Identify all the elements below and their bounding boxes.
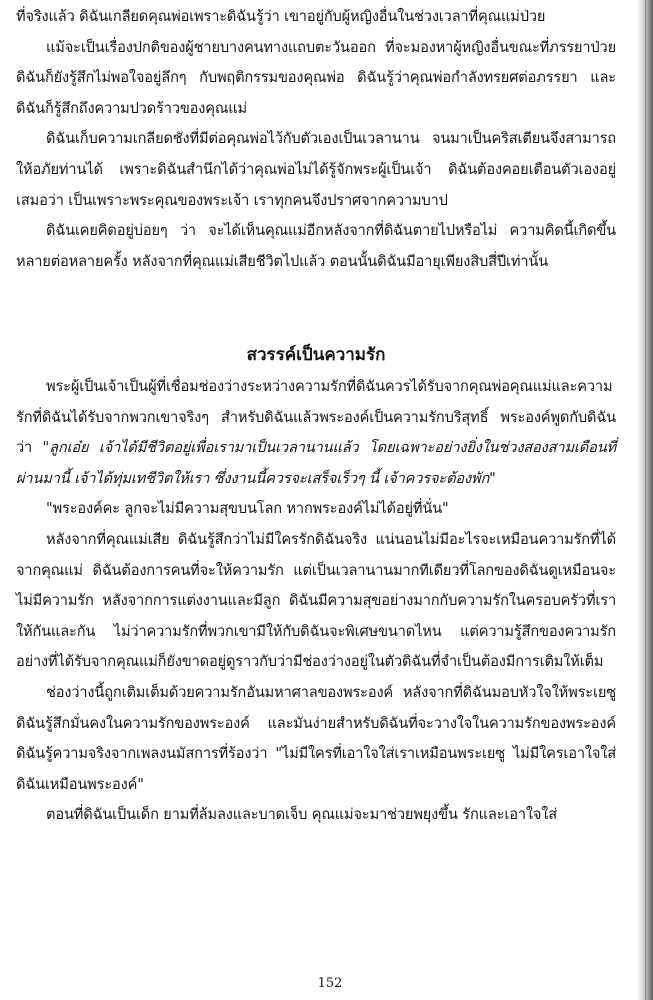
body-text-bottom (16, 372, 616, 831)
page-number: 152 (317, 976, 343, 991)
body-text-top (16, 2, 616, 277)
paragraph: ช่องว่างนี้ถูกเติมเต็มด้วยความรักอันมหาศาลของพระองค์ หลังจากที่ดิฉันมอบหัวใจให้พระเยซู ดิฉันรู้สึกมั่นคงในความรักของพระองค์ และมันง่ายสำหรับดิฉันที่จะวางใจในความรักของพระองค์ ดิฉันรู้ความจริงจากเพลงนมัสการที่ร้องว่า "ไม่มีใครที่เอาใจใส่เราเหมือนพระเยซู ไม่มีใครเอาใจใส่ดิฉันเหมือนพระองค์" (16, 683, 616, 793)
paragraph: "พระองค์คะ ลูกจะไม่มีความสุขบนโลก หากพระองค์ไม่ได้อยู่ที่นั่น" (46, 500, 449, 518)
section-heading: สวรรค์เป็นความรัก (246, 345, 386, 365)
paragraph: ตอนที่ดิฉันเป็นเด็ก ยามที่ล้มลงและบาดเจ็บ คุณแม่จะมาช่วยพยุงขึ้น รักและเอาใจใส่ (46, 806, 558, 824)
page-edge-line (645, 0, 646, 1000)
paragraph: ดิฉันเคยคิดอยู่บ่อยๆ ว่า จะได้เห็นคุณแม่อีกหลังจากที่ดิฉันตายไปหรือไม่ ความคิดนี้เกิดขึ้นหลายต่อหลายครั้ง หลังจากที่คุณแม่เสียชีวิตไปแล้ว ตอนนั้นดิฉันมีอายุเพียงสิบสี่ปีเท่านั้น (16, 222, 616, 270)
paragraph-text: พระผู้เป็นเจ้าเป็นผู้ที่เชื่อมช่องว่างระหว่างความรักที่ดิฉันควรได้รับจากคุณพ่อคุณแม่และความรักที่ดิฉันได้รับจากพวกเขาจริงๆ สำหรับดิฉันแล้วพระองค์เป็นความรักบริสุทธิ์ พระองค์พูดกับดิฉันว่า (16, 378, 616, 457)
paragraph: แม้จะเป็นเรื่องปกติของผู้ชายบางคนทางแถบตะวันออก ที่จะมองหาผู้หญิงอื่นขณะที่ภรรยาป่วย ดิฉันก็ยังรู้สึกไม่พอใจอยู่ลึกๆ กับพฤติกรรมของคุณพ่อ ดิฉันรู้ว่าคุณพ่อกำลังทรยศต่อภรรยา และดิฉันก็รู้สึกถึงความปวดร้าวของคุณแม่ (16, 38, 616, 117)
paragraph (16, 372, 616, 494)
paragraph: ที่จริงแล้ว ดิฉันเกลียดคุณพ่อเพราะดิฉันรู้ว่า เขาอยู่กับผู้หญิงอื่นในช่วงเวลาที่คุณแม่ป่วย (16, 8, 546, 25)
quoted-speech: "ลูกเอ๋ย เจ้าได้มีชีวิตอยู่เพื่อเรามาเป็นเวลานานแล้ว โดยเฉพาะอย่างยิ่งในช่วงสองสามเดือนที่ผ่านมานี้ เจ้าได้ทุ่มเทชีวิตให้เรา ซึ่งงานนี้ควรจะเสร็จเร็วๆ นี้ เจ้าควรจะต้องพัก" (16, 439, 616, 487)
paragraph: ดิฉันเก็บความเกลียดชังที่มีต่อคุณพ่อไว้กับตัวเองเป็นเวลานาน จนมาเป็นคริสเตียนจึงสามารถให้อภัยท่านได้ เพราะดิฉันสำนึกได้ว่าคุณพ่อไม่ได้รู้จักพระผู้เป็นเจ้า ดิฉันต้องคอยเตือนตัวเองอยู่เสมอว่า เป็นเพราะพระคุณของพระเจ้า เราทุกคนจึงปราศจากความบาป (16, 130, 616, 209)
paragraph: หลังจากที่คุณแม่เสีย ดิฉันรู้สึกว่าไม่มีใครรักดิฉันจริง แน่นอนไม่มีอะไรจะเหมือนความรักที่ได้จากคุณแม่ ดิฉันต้องการคนที่จะให้ความรัก แต่เป็นเวลานานมากทีเดียวที่โลกของดิฉันดูเหมือนจะไม่มีความรัก หลังจากการแต่งงานและมีลูก ดิฉันมีความสุขอย่างมากกับความรักในครอบครัวที่เราให้กันและกัน ไม่ว่าความรักที่พวกเขามีให้กับดิฉันจะพิเศษขนาดไหน แต่ความรู้สึกของความรักอย่างที่ได้รับจากคุณแม่ก็ยังขาดอยู่ดูราวกับว่ามีช่องว่างอยู่ในตัวดิฉันที่จำเป็นต้องมีการเติมให้เต็ม (16, 530, 616, 671)
